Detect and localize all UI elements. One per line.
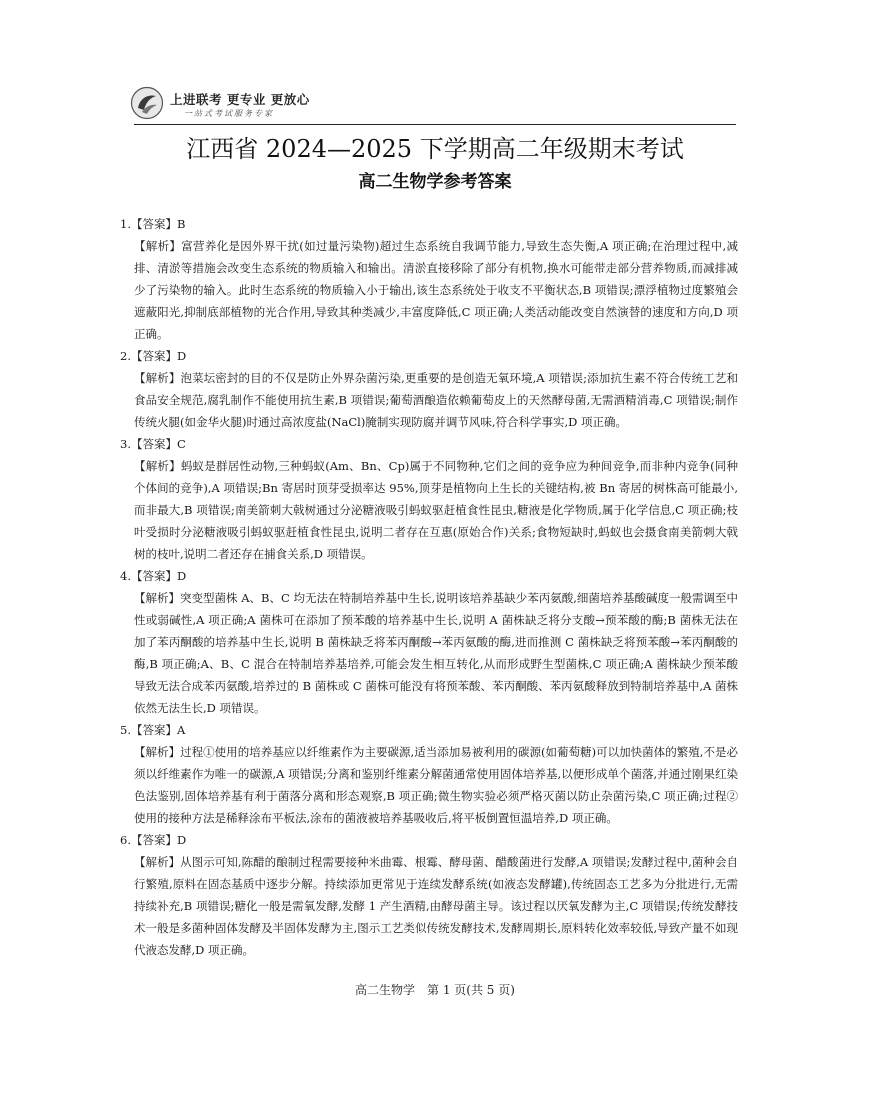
question-item xyxy=(120,565,738,719)
exam-subtitle: 高二生物学参考答案 xyxy=(358,172,512,192)
answer-line: 4.【答案】D xyxy=(120,569,187,583)
brand-tagline: 一站式考试服务专家 xyxy=(184,109,274,118)
header-divider xyxy=(134,124,736,125)
brand-logo-icon xyxy=(130,86,164,120)
page-footer: 高二生物学 第 1 页(共 5 页) xyxy=(355,983,515,997)
analysis-text: 【解析】从图示可知,陈醋的酿制过程需要接种米曲霉、根霉、酵母菌、醋酸菌进行发酵,A 项错误;发酵过程中,菌种会自行繁殖,原料在固态基质中逐步分解。持续添加更常见于连续发酵系统(如液态发酵罐),传统固态工艺多为分批进行,无需持续补充,B 项错误;糖化一般是需氧发酵,发酵 1 产生酒精,由酵母菌主导。该过程以厌氧发酵为主,C 项错误;传统发酵技术一般是多菌种固体发酵及半固体发酵为主,图示工艺类似传统发酵技术,发酵周期长,原料转化效率较低,导致产量不如现代液态发酵,D 项正确。 xyxy=(134,855,738,957)
analysis-text: 【解析】过程①使用的培养基应以纤维素作为主要碳源,适当添加易被利用的碳源(如葡萄糖)可以加快菌体的繁殖,不是必须以纤维素作为唯一的碳源,A 项错误;分离和鉴别纤维素分解菌通常使用固体培养基,以便形成单个菌落,并通过刚果红染色法鉴别,固体培养基有利于菌落分离和形态观察,B 项正确;微生物实验必须严格灭菌以防止杂菌污染,C 项正确;过程②使用的接种方法是稀释涂布平板法,涂布的菌液被培养基吸收后,将平板倒置恒温培养,D 项正确。 xyxy=(134,745,738,825)
brand-slogan: 上进联考 更专业 更放心 xyxy=(170,92,310,107)
answer-line: 3.【答案】C xyxy=(120,437,186,451)
analysis-text: 【解析】富营养化是因外界干扰(如过量污染物)超过生态系统自我调节能力,导致生态失衡,A 项正确;在治理过程中,减排、清淤等措施会改变生态系统的物质输入和输出。清淤直接移除了部分有机物,换水可能带走部分营养物质,而减排减少了污染物的输入。此时生态系统的物质输入小于输出,该生态系统处于收支不平衡状态,B 项错误;漂浮植物过度繁殖会遮蔽阳光,抑制底部植物的光合作用,导致其种类减少,丰富度降低,C 项正确;人类活动能改变自然演替的速度和方向,D 项正确。 xyxy=(134,239,738,341)
analysis-text: 【解析】蚂蚁是群居性动物,三种蚂蚁(Am、Bn、Cp)属于不同物种,它们之间的竞争应为种间竞争,而非种内竞争(同种个体间的竞争),A 项错误;Bn 寄居时顶芽受损率达 95%,顶芽是植物向上生长的关键结构,被 Bn 寄居的树株高可能最小,而非最大,B 项错误;南美箭刺大戟树通过分泌糖液吸引蚂蚁驱赶植食性昆虫,糖液是化学物质,属于化学信息,C 项正确;枝叶受损时分泌糖液吸引蚂蚁驱赶植食性昆虫,说明二者存在互惠(原始合作)关系;食物短缺时,蚂蚁也会摄食南美箭刺大戟树的枝叶,说明二者还存在捕食关系,D 项错误。 xyxy=(134,459,738,561)
analysis-text: 【解析】泡菜坛密封的目的不仅是防止外界杂菌污染,更重要的是创造无氧环境,A 项错误;添加抗生素不符合传统工艺和食品安全规范,腐乳制作不能使用抗生素,B 项错误;葡萄酒酿造依赖葡萄皮上的天然酵母菌,无需酒精消毒,C 项错误;制作传统火腿(如金华火腿)时通过高浓度盐(NaCl)腌制实现防腐并调节风味,符合科学事实,D 项正确。 xyxy=(134,371,738,429)
question-item xyxy=(120,433,738,565)
answer-line: 6.【答案】D xyxy=(120,833,187,847)
question-item xyxy=(120,719,738,829)
question-item xyxy=(120,213,738,345)
analysis-text: 【解析】突变型菌株 A、B、C 均无法在特制培养基中生长,说明该培养基缺少苯丙氨酸,细菌培养基酸碱度一般需调至中性或弱碱性,A 项正确;A 菌株可在添加了预苯酸的培养基中生长,说明 A 菌株缺乏将分支酸→预苯酸的酶;B 菌株无法在加了苯丙酮酸的培养基中生长,说明 B 菌株缺乏将苯丙酮酸→苯丙氨酸的酶,进而推测 C 菌株缺乏将预苯酸→苯丙酮酸的酶,B 项正确;A、B、C 混合在特制培养基培养,可能会发生相互转化,从而形成野生型菌株,C 项正确;A 菌株缺少预苯酸导致无法合成苯丙氨酸,培养过的 B 菌株或 C 菌株可能没有将预苯酸、苯丙酮酸、苯丙氨酸释放到特制培养基中,A 菌株依然无法生长,D 项错误。 xyxy=(134,591,738,715)
answer-list xyxy=(120,213,738,961)
exam-title: 江西省 2024—2025 下学期高二年级期末考试 xyxy=(186,135,684,163)
question-item xyxy=(120,829,738,961)
answer-line: 2.【答案】D xyxy=(120,349,187,363)
question-item xyxy=(120,345,738,433)
answer-line: 5.【答案】A xyxy=(120,723,186,737)
brand-logo xyxy=(130,86,330,126)
answer-line: 1.【答案】B xyxy=(120,217,186,231)
